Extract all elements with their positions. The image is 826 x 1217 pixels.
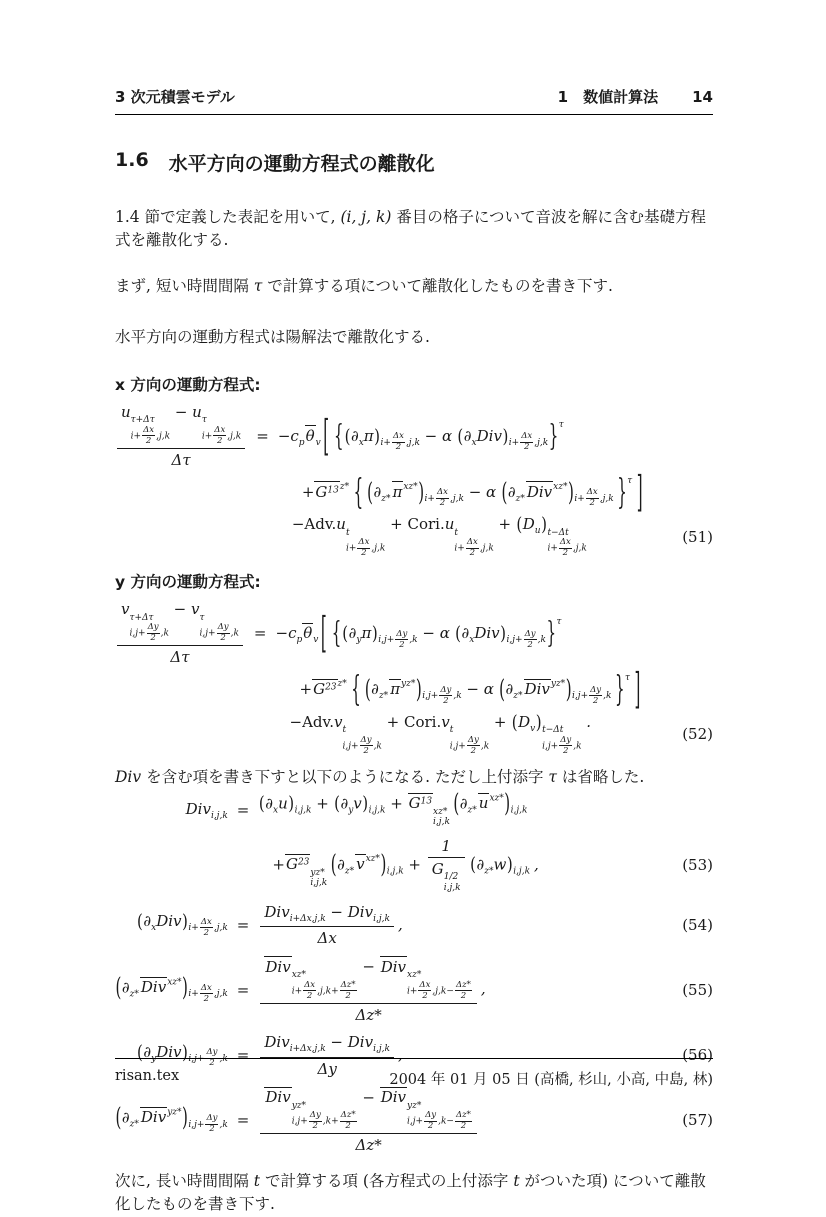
equation-x-momentum-51: u τ+Δτ i+ $\frac{\Delta x}{2}$ ,j,k − u τ i+ $\frac{\Delta x}{2}$ ,j,k Δτ = $-c_p\theta_v$ [ {$(\partial_x\pi)_{i+ \frac{\Delta x}{2} ,j,k} - \alpha$ $(\partial_xDiv)_{i+ \frac{\Delta x}{2} ,j,k}\}^\tau$ $+G^{13z*}$ { ($\partial_{z*}$ $\pi^{xz*})_{i+ \frac{\Delta x}{2} ,j,k} - \alpha$ ($\partial_{z*}$ $Div^{xz*})_{i+ \frac{\Delta x}{2} ,j,k}$ }$^\tau$ ] −Adv.u t i+ $\frac{\Delta x}{2}$ ,j,k + Cori.u t i+ $\frac{\Delta x}{2}$ ,j,k + $(D_u)$ t−Δt i+ $\frac{\Delta x}{2}$ ,j,k (51): [115, 403, 713, 558]
section-heading: [115, 149, 713, 176]
header-right: [558, 86, 713, 107]
section-title: 水平方向の運動方程式の離散化: [168, 153, 435, 175]
page-content: [115, 86, 713, 1217]
y-momentum-equation-label: y 方向の運動方程式:: [115, 573, 261, 592]
section-number: 1.6: [115, 149, 149, 171]
paragraph-intro: 1.4 節で定義した表記を用いて, (i, j, k) 番目の格子について音波を解に含む基礎方程式を離散化する.: [115, 208, 707, 250]
x-momentum-equation-label: x 方向の運動方程式:: [115, 376, 261, 394]
footer-date-authors: 2004 年 01 月 05 日 (高橋, 杉山, 小高, 中島, 林): [389, 1072, 713, 1088]
paragraph-short-timestep: まず, 短い時間間隔 τ で計算する項について離散化したものを書き下す.: [115, 276, 613, 295]
page-number: 14: [692, 88, 713, 106]
header-section-label: 1 数値計算法: [557, 88, 659, 106]
header-left-title: 3 次元積雲モデル: [115, 88, 235, 106]
footer-filename: risan.tex: [115, 1068, 180, 1084]
page-header: [115, 86, 713, 115]
page-footer: [115, 1058, 713, 1089]
equation-y-momentum-52: v τ+Δτ i,j+ $\frac{\Delta y}{2}$ ,k − v τ i,j+ $\frac{\Delta y}{2}$ ,k Δτ = $-c_p\theta_v$ [ {$(\partial_y\pi)_{i,j+ \frac{\Delta y}{2} ,k} - \alpha$ $(\partial_xDiv)_{i,j+ \frac{\Delta y}{2} ,k}\}^\tau$ $+G^{23z*}$ { ($\partial_{z*}$ $\pi^{yz*})_{i,j+ \frac{\Delta y}{2} ,k} - \alpha$ ($\partial_{z*}$ $Div^{yz*})_{i,j+ \frac{\Delta y}{2} ,k}$ }$^\tau$ ] −Adv.v t i,j+ $\frac{\Delta y}{2}$ ,k + Cori.v t i,j+ $\frac{\Delta y}{2}$ ,k + $(D_v)$ t−Δt i,j+ $\frac{\Delta y}{2}$ ,k . (52): [115, 600, 713, 755]
equations-divergence-53-57: Div$_{i,j,k}$ = $(\partial_xu)_{i,j,k} + (\partial_yv)_{i,j,k} + G^{13}$ xz* i,j,k ($\partial_{z*}$ $u^{xz*})_{i,j,k}$ $+G^{23}$ yz* i,j,k ($\partial_{z*}$ $v^{xz*})_{i,j,k}$ + 1 G 1/2 i,j,k $(\partial_{z*}w)_{i,j,k}$ , (53) $(\partial_xDiv)_{i+ \frac{\Delta x}{2} ,j,k}$ = Div$_{i+\Delta x,j,k}$ − Div$_{i,j,k}$ Δx , (54) ($\partial_{z*}$ $Div^{xz*})_{i+ \frac{\Delta x}{2} ,j,k}$ = Div xz* i+ $\frac{\Delta x}{2}$ ,j,k+ $\frac{\Delta z*}{2}$ − Div xz* i+ $\frac{\Delta x}{2}$ ,j,k− $\frac{\Delta z*}{2}$ Δz* , (55) $(\partial_yDiv)_{i,j+ \frac{\Delta y}{2} ,k}$ = Div$_{i+\Delta x,j,k}$ − Div$_{i,j,k}$ Δy , (56) ($\partial_{z*}$ $Div^{yz*})_{i,j+ \frac{\Delta y}{2} ,k}$ = Div yz* i,j+ $\frac{\Delta y}{2}$ ,k+ $\frac{\Delta z*}{2}$ − Div yz* i,j+ $\frac{\Delta y}{2}$ ,k− $\frac{\Delta z*}{2}$ Δz* (57): [115, 788, 713, 1155]
paragraph-explicit-method: 水平方向の運動方程式は陽解法で離散化する.: [115, 327, 430, 346]
paragraph-long-timestep: 次に, 長い時間間隔 t で計算する項 (各方程式の上付添字 t がついた項) について離散化したものを書き下す.: [115, 1172, 706, 1214]
paragraph-divergence: Div を含む項を書き下すと以下のようになる. ただし上付添字 τ は省略した.: [115, 767, 645, 786]
